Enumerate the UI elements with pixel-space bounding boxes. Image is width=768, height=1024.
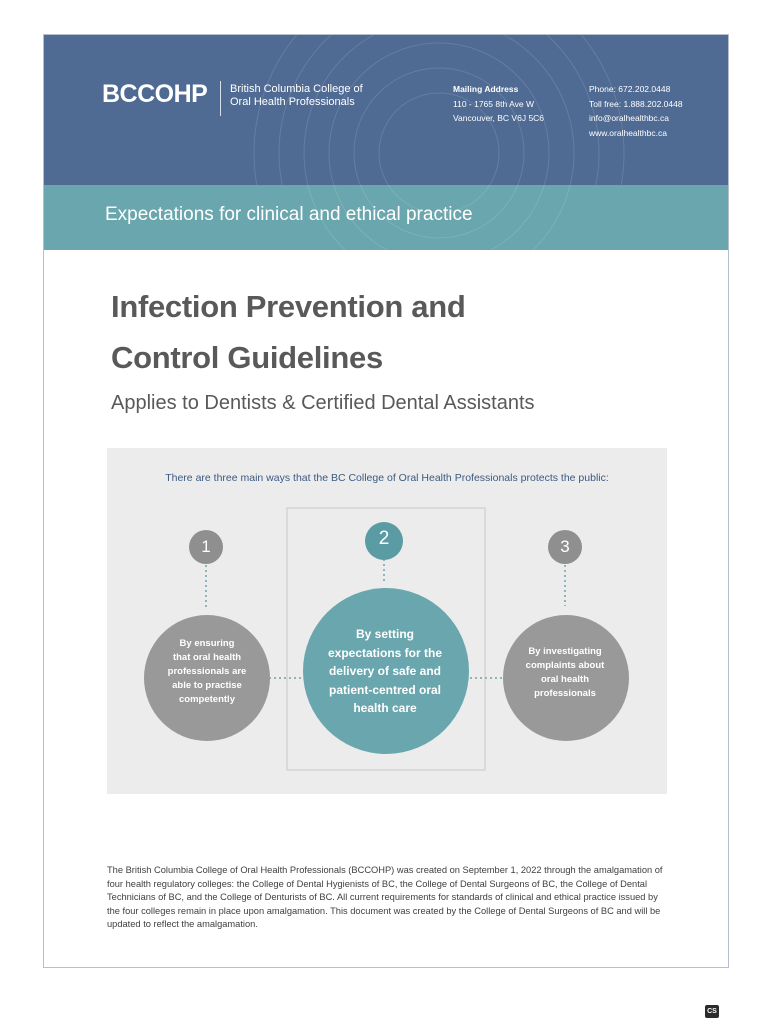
logo-divider [220,81,221,116]
logo-subtitle [230,83,363,109]
bccohp-logo: BCCOHP [102,80,208,108]
logo-subtitle-line1: British Columbia College of [230,83,363,95]
website-link[interactable]: www.oralhealthbc.ca [589,127,667,138]
step-2-line: patient-centred oral [328,682,442,697]
step-2-line: expectations for the [327,645,443,660]
cs-badge-icon: CS [705,1005,719,1018]
step-3-line: professionals [534,688,596,699]
document-subtitle: Applies to Dentists & Certified Dental Assistants [111,392,535,414]
title-line2: Control Guidelines [111,340,383,375]
category-band [44,185,728,250]
address-heading: Mailing Address [453,84,519,94]
step-2-line: health care [353,701,417,715]
phone: Phone: 672.202.0448 [589,84,671,94]
step-1-line: competently [179,694,235,705]
step-1-text [145,637,269,707]
step-3-line: complaints about [525,660,605,671]
step-2-line: delivery of safe and [328,664,442,678]
step-3-line: oral health [540,674,590,685]
protection-infographic [107,448,667,794]
step-2-text [305,625,465,718]
document-page [43,34,729,968]
title-line1: Infection Prevention and [111,289,466,324]
toll-free: Toll free: 1.888.202.0448 [589,98,683,109]
step-1-line: able to practise [172,680,242,691]
contact-info [589,82,683,140]
amalgamation-footnote: The British Columbia College of Oral Health Professionals (BCCOHP) was created on September 1, 2022 through the amalgamation of four health regulatory colleges: the College of Dental Hygienists of BC, the College of Dental Surgeons of BC, the College of Dental Technicians of BC, and the College of Denturists of BC. All current requirements for standards of clinical and ethical practice issued by the four colleges remain in place upon amalgamation. This document was created by the College of Dental Surgeons of BC and will be updated to reflect the amalgamation. [107,865,663,930]
step-1-line: that oral health [172,652,242,663]
step-1-line: By ensuring [179,638,235,649]
band-title: Expectations for clinical and ethical practice [105,204,473,225]
email-link[interactable]: info@oralhealthbc.ca [589,113,669,123]
address-line2: Vancouver, BC V6J 5C6 [453,113,545,123]
infographic-heading: There are three main ways that the BC College of Oral Health Professionals protects the public: [165,472,609,484]
step-3-text [503,645,627,701]
address-line1: 110 - 1765 8th Ave W [453,98,534,109]
step-1-line: professionals are [167,666,247,677]
logo-subtitle-line2: Oral Health Professionals [230,96,355,108]
infographic-shapes [107,448,667,794]
mailing-address [453,82,544,126]
document-title [111,281,466,383]
step-1-number: 1 [201,537,211,556]
step-2-line: By setting [355,627,414,641]
step-2-number: 2 [378,528,390,549]
step-3-number: 3 [560,537,570,556]
step-3-line: By investigating [528,646,602,657]
letterhead [44,35,728,185]
